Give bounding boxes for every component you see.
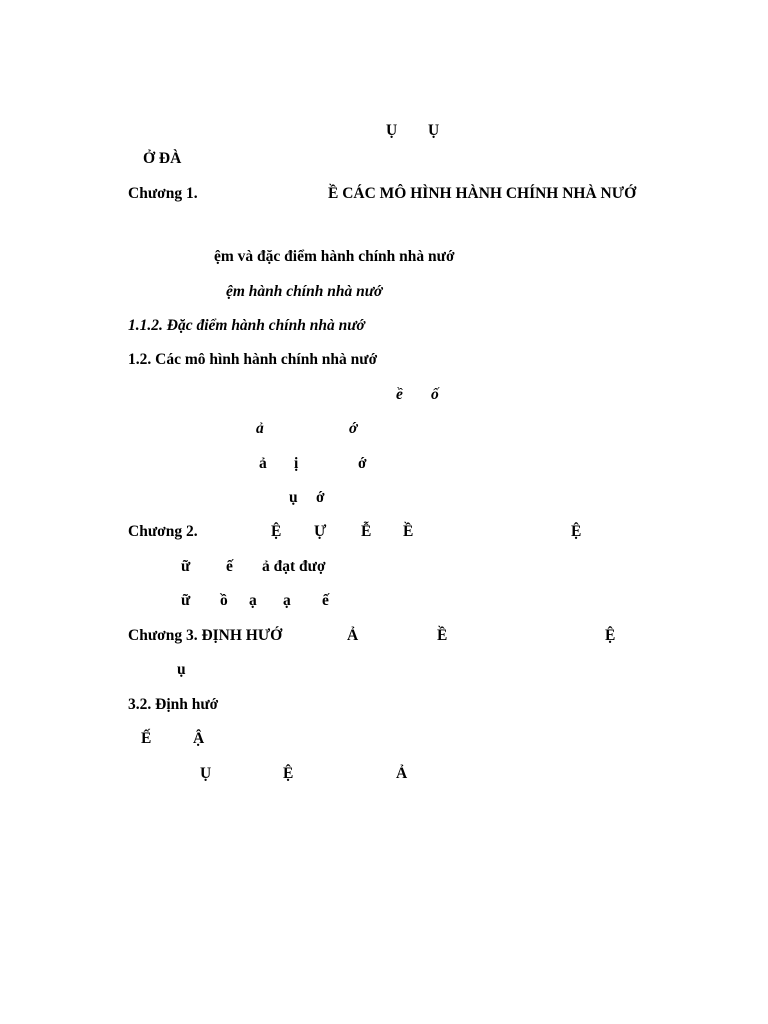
chapter-1-label: Chương 1. xyxy=(128,185,198,202)
toc-fragment: ố xyxy=(431,386,439,403)
toc-fragment: Ễ xyxy=(361,523,372,540)
toc-fragment: Ả xyxy=(347,627,359,644)
toc-fragment: Ệ xyxy=(571,523,582,540)
toc-fragment: ớ xyxy=(349,420,358,437)
toc-fragment: Ệ xyxy=(271,523,282,540)
toc-fragment: Ệ xyxy=(605,627,616,644)
toc-fragment: ụ xyxy=(177,661,186,678)
chapter-2-label: Chương 2. xyxy=(128,523,198,540)
chapter-1-title: Ề CÁC MÔ HÌNH HÀNH CHÍNH NHÀ NƯỚ xyxy=(328,185,637,202)
toc-fragment: ế xyxy=(226,558,233,575)
toc-fragment: Ệ xyxy=(283,765,294,782)
toc-fragment: ữ xyxy=(181,558,191,575)
toc-fragment: ớ xyxy=(316,489,325,506)
toc-heading: Ở ĐÀ xyxy=(143,150,182,167)
toc-fragment: ụ xyxy=(289,489,298,506)
toc-fragment: ồ xyxy=(220,592,228,609)
toc-fragment: Ế xyxy=(141,730,152,747)
toc-fragment: Ụ xyxy=(428,122,440,139)
toc-fragment: ạ xyxy=(283,592,291,609)
toc-fragment: Ụ xyxy=(200,765,212,782)
toc-fragment: Ụ xyxy=(386,122,398,139)
toc-fragment: ớ xyxy=(358,455,367,472)
toc-fragment: ị xyxy=(294,455,299,472)
toc-fragment: ề xyxy=(396,386,403,403)
toc-fragment: Ả xyxy=(396,765,408,782)
toc-fragment: ế xyxy=(322,592,329,609)
toc-fragment: ả xyxy=(256,420,264,437)
chapter-3-title: Chương 3. ĐỊNH HƯỚ xyxy=(128,627,283,644)
toc-fragment: Ề xyxy=(403,523,414,540)
toc-fragment: Ề xyxy=(437,627,448,644)
toc-entry: 1.2. Các mô hình hành chính nhà nướ xyxy=(128,351,378,368)
toc-fragment: ả xyxy=(259,455,267,472)
toc-fragment: Ậ xyxy=(193,730,205,747)
toc-entry: 3.2. Định hướ xyxy=(128,696,219,713)
toc-entry: ệm và đặc điểm hành chính nhà nướ xyxy=(214,248,455,265)
toc-entry: 1.1.2. Đặc điểm hành chính nhà nướ xyxy=(128,317,365,334)
toc-fragment: ữ xyxy=(181,592,191,609)
toc-fragment: ạ xyxy=(249,592,257,609)
toc-entry: ệm hành chính nhà nướ xyxy=(226,283,383,300)
toc-fragment: Ự xyxy=(314,523,327,540)
toc-fragment: ả đạt đượ xyxy=(262,558,326,575)
